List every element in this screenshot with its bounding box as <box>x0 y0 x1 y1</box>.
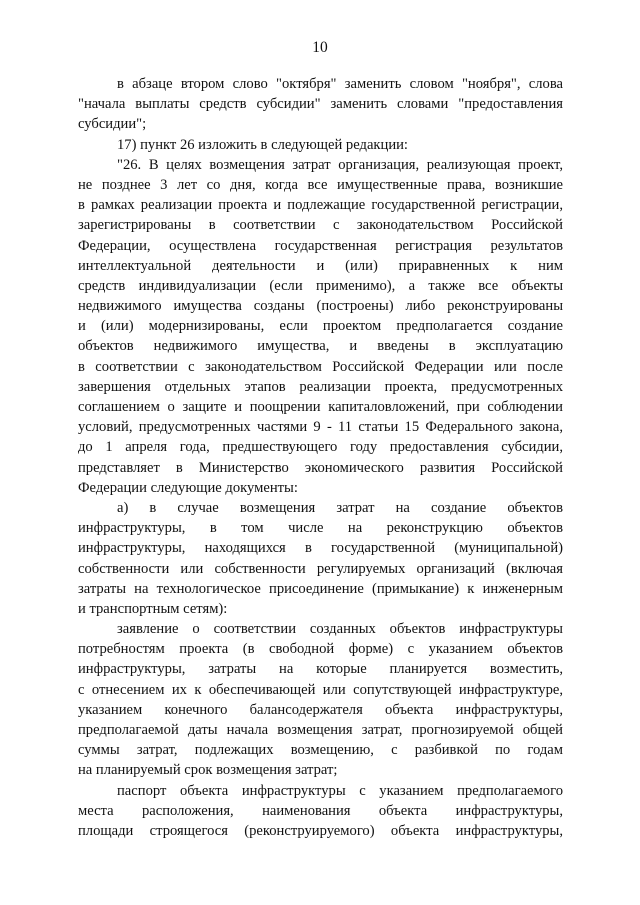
text-line: собственности или собственности регулируемых организаций (включая <box>78 560 563 577</box>
text-line: зарегистрированы в соответствии с законодательством Российской <box>78 217 563 234</box>
text-line: предполагаемой даты начала возмещения затрат, прогнозируемой общей <box>78 722 563 738</box>
text-line: потребностям проекта (в свободной форме) с указанием объектов <box>78 641 563 658</box>
text-line: соглашением о защите и поощрении капиталовложений, при соблюдении <box>78 399 563 415</box>
text-line: на планируемый срок возмещения затрат; <box>78 762 338 779</box>
text-line: площади строящегося (реконструируемого) объекта инфраструктуры, <box>78 822 563 839</box>
text-line: представляет в Министерство экономического развития Российской <box>78 459 563 476</box>
text-line: "26. В целях возмещения затрат организация, реализующая проект, <box>117 156 563 173</box>
text-line: заявление о соответствии созданных объектов инфраструктуры <box>117 621 563 638</box>
text-line: условий, предусмотренных частями 9 - 11 статьи 15 Федерального закона, <box>78 419 563 436</box>
text-line: в абзаце втором слово "октября" заменить словом "ноября", слова <box>117 76 563 92</box>
text-line: объектов недвижимого имущества, и введены в эксплуатацию <box>78 338 563 355</box>
text-line: суммы затрат, подлежащих возмещению, с разбивкой по годам <box>78 742 563 759</box>
text-line: места расположения, наименования объекта инфраструктуры, <box>78 802 563 819</box>
text-line: с отнесением их к обеспечивающей или сопутствующей инфраструктуре, <box>78 681 563 698</box>
text-line: указанием конечного балансодержателя объекта инфраструктуры, <box>78 701 563 718</box>
text-line: инфраструктуры, затраты на которые планируется возместить, <box>78 661 563 678</box>
text-line: в рамках реализации проекта и подлежащие государственной регистрации, <box>78 197 563 214</box>
text-line: и (или) модернизированы, если проектом предполагается создание <box>78 318 563 335</box>
text-line: затраты на технологическое присоединение (примыкание) к инженерным <box>78 580 563 597</box>
text-line: до 1 апреля года, предшествующего году предоставления субсидии, <box>78 439 563 456</box>
document-body <box>78 74 563 841</box>
text-line: субсидии"; <box>78 116 147 133</box>
text-line: 17) пункт 26 изложить в следующей редакции: <box>117 136 408 153</box>
text-line: паспорт объекта инфраструктуры с указанием предполагаемого <box>117 782 563 799</box>
text-line: завершения отдельных этапов реализации проекта, предусмотренных <box>78 378 563 395</box>
text-line: интеллектуальной деятельности и (или) приравненных к ним <box>78 257 563 274</box>
text-line: недвижимого имущества созданы (построены) либо реконструированы <box>78 298 563 315</box>
text-line: инфраструктуры, находящихся в государственной (муниципальной) <box>78 540 563 557</box>
text-line: Федерации следующие документы: <box>78 479 298 496</box>
text-line: инфраструктуры, в том числе на реконструкцию объектов <box>78 520 563 537</box>
text-line: не позднее 3 лет со дня, когда все имущественные права, возникшие <box>78 176 563 193</box>
text-line: средств индивидуализации (если применимо), а также все объекты <box>78 277 563 294</box>
text-line: Федерации, осуществлена государственная регистрация результатов <box>78 237 563 254</box>
text-line: и транспортным сетям): <box>78 600 228 617</box>
text-line: в соответствии с законодательством Российской Федерации или после <box>78 358 563 375</box>
text-line: а) в случае возмещения затрат на создание объектов <box>117 499 563 516</box>
text-line: "начала выплаты средств субсидии" заменить словами "предоставления <box>78 96 563 113</box>
page-number: 10 <box>312 39 328 56</box>
